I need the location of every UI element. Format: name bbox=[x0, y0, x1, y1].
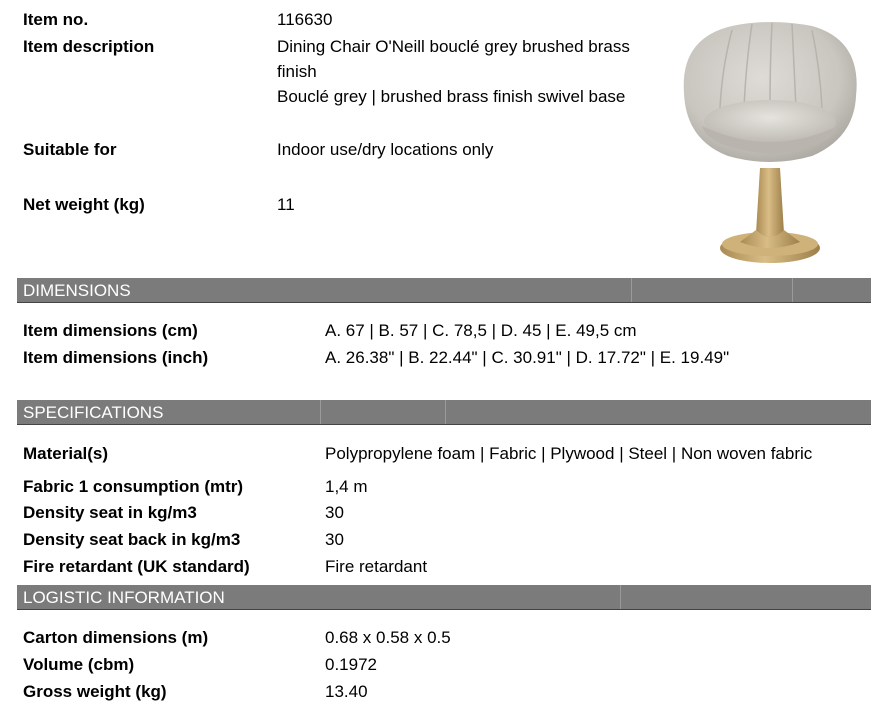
net-weight-label: Net weight (kg) bbox=[23, 195, 145, 214]
header-cell-divider bbox=[620, 585, 621, 609]
specifications-section-header bbox=[17, 400, 871, 425]
dimensions-cm-value: A. 67 | B. 57 | C. 78,5 | D. 45 | E. 49,5 cm bbox=[325, 321, 637, 340]
spec-row-value: Fire retardant bbox=[325, 557, 428, 576]
item-description-line: finish bbox=[277, 62, 317, 81]
logistic-row-value: 0.68 x 0.58 x 0.5 bbox=[325, 628, 451, 647]
section-header-title: LOGISTIC INFORMATION bbox=[23, 588, 225, 607]
spec-row-value: 30 bbox=[325, 503, 344, 522]
spec-row-label: Density seat in kg/m3 bbox=[23, 503, 197, 522]
suitable-for-value: Indoor use/dry locations only bbox=[277, 140, 494, 159]
item-description-line: Bouclé grey | brushed brass finish swivel base bbox=[277, 87, 626, 106]
header-cell-divider bbox=[631, 278, 632, 302]
item-description-label: Item description bbox=[23, 37, 155, 56]
spec-row-value: 1,4 m bbox=[325, 477, 368, 496]
header-cell-divider bbox=[792, 278, 793, 302]
logistic-row-value: 13.40 bbox=[325, 682, 368, 701]
dimensions-inch-value: A. 26.38" | B. 22.44" | C. 30.91" | D. 17.72" | E. 19.49" bbox=[325, 348, 730, 367]
header-cell-divider bbox=[320, 400, 321, 424]
item-no-label: Item no. bbox=[23, 10, 89, 29]
spec-row-label: Material(s) bbox=[23, 444, 109, 463]
product-photo-swivel-chair bbox=[672, 18, 868, 274]
dimensions-cm-label: Item dimensions (cm) bbox=[23, 321, 198, 340]
spec-row-label: Density seat back in kg/m3 bbox=[23, 530, 241, 549]
spec-row-label: Fabric 1 consumption (mtr) bbox=[23, 477, 244, 496]
logistic-row-label: Volume (cbm) bbox=[23, 655, 135, 674]
spec-row-label: Fire retardant (UK standard) bbox=[23, 557, 250, 576]
spec-row-value: Polypropylene foam | Fabric | Plywood | Steel | Non woven fabric bbox=[325, 444, 813, 463]
suitable-for-label: Suitable for bbox=[23, 140, 117, 159]
dimensions-inch-label: Item dimensions (inch) bbox=[23, 348, 209, 367]
dimensions-section-header bbox=[17, 278, 871, 303]
logistic-row-value: 0.1972 bbox=[325, 655, 377, 674]
logistic-row-label: Gross weight (kg) bbox=[23, 682, 167, 701]
spec-row-value: 30 bbox=[325, 530, 344, 549]
logistic-section-header bbox=[17, 585, 871, 610]
item-description-line: Dining Chair O'Neill bouclé grey brushed brass bbox=[277, 37, 630, 56]
section-header-title: DIMENSIONS bbox=[23, 281, 131, 300]
net-weight-value: 11 bbox=[277, 195, 295, 214]
header-cell-divider bbox=[445, 400, 446, 424]
logistic-row-label: Carton dimensions (m) bbox=[23, 628, 209, 647]
item-no-value: 116630 bbox=[277, 10, 333, 29]
section-header-title: SPECIFICATIONS bbox=[23, 403, 164, 422]
